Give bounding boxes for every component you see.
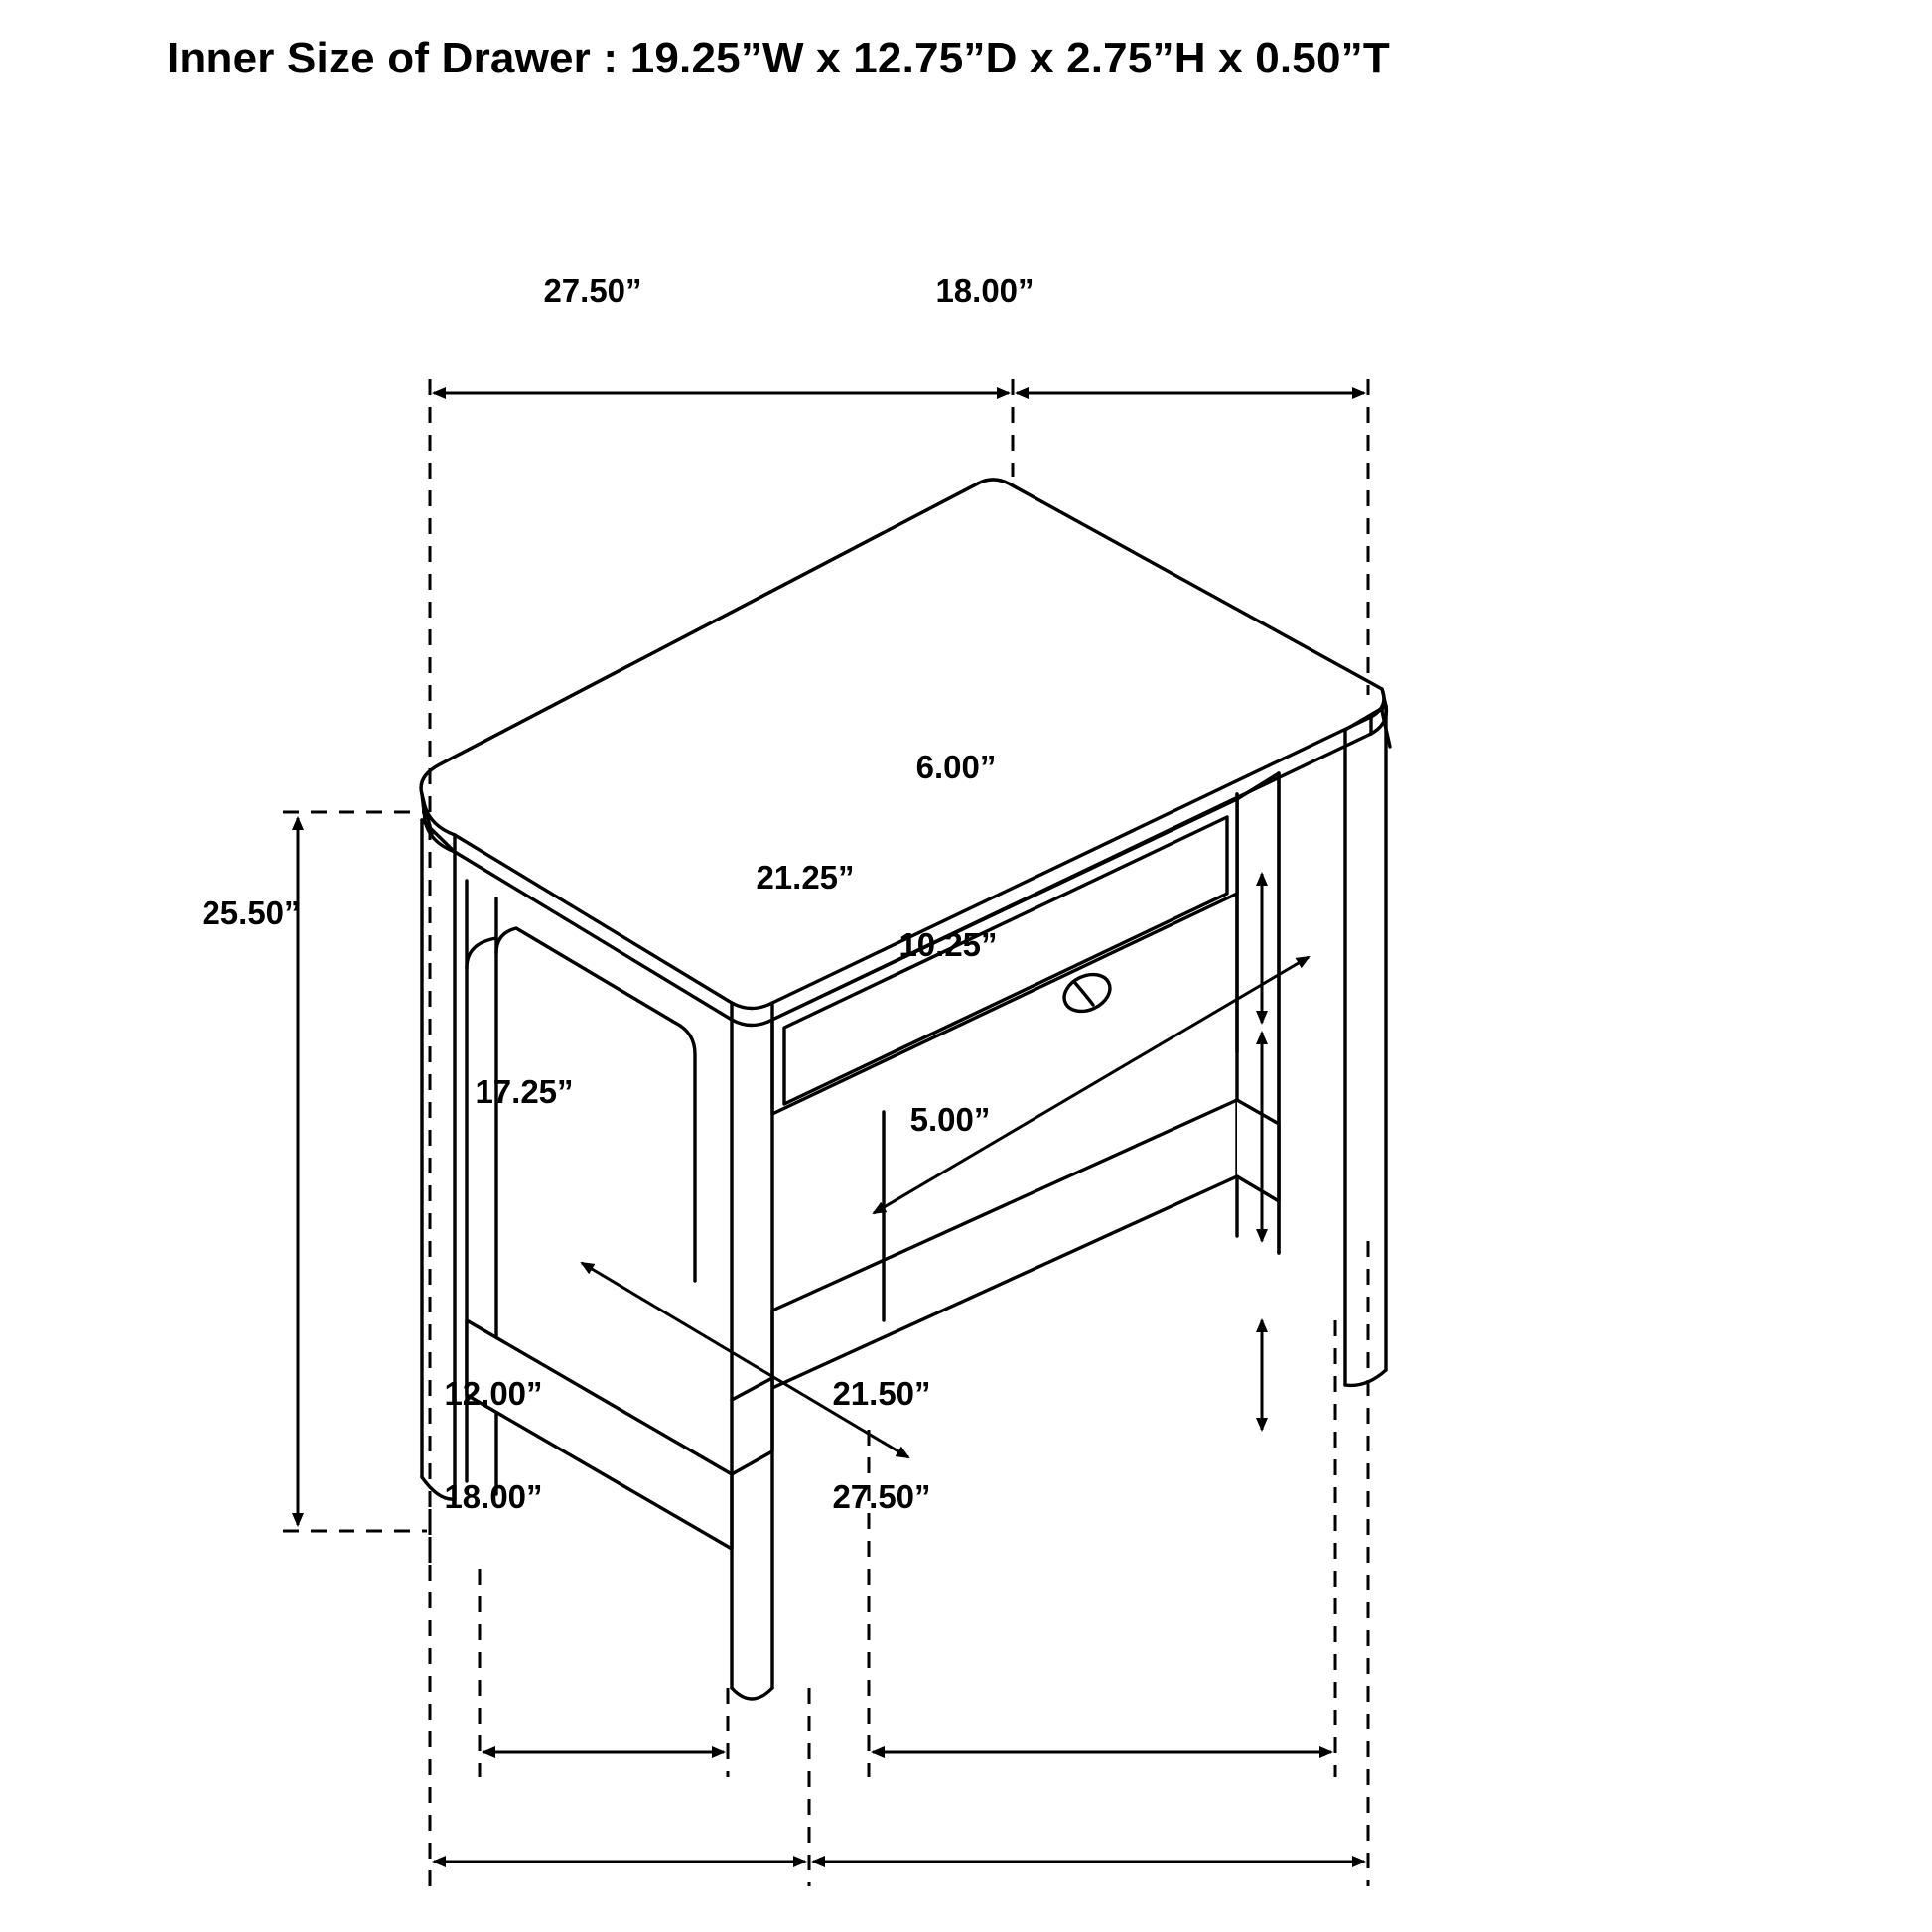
dim-label-top-left-width: 27.50” [543, 272, 642, 309]
dim-label-shelf-depth: 17.25” [475, 1073, 574, 1110]
left-arch-outer [467, 938, 496, 968]
right-shelf-board-side [1237, 1100, 1279, 1201]
dim-label-bottom-left-depth: 12.00” [444, 1375, 543, 1412]
dim-label-bottom-base-width: 27.50” [832, 1478, 931, 1515]
center-leg-foot [732, 1688, 772, 1699]
dim-label-bottom-right-width: 21.50” [832, 1375, 931, 1412]
right-shelf-board [772, 1100, 1237, 1388]
dim-label-base-clearance: 5.00” [909, 1101, 991, 1138]
dim-label-shelf-opening-height: 10.25” [898, 926, 998, 963]
dim-label-drawer-width: 21.25” [756, 859, 855, 896]
dim-label-drawer-front-height: 6.00” [915, 749, 997, 785]
extension-lines-left [283, 812, 427, 1531]
dim-label-top-right-width: 18.00” [935, 272, 1035, 309]
dim-label-overall-height: 25.50” [202, 895, 301, 931]
right-leg-foot [1345, 1370, 1386, 1385]
left-shelf-board-top [732, 1378, 772, 1474]
dim-label-bottom-base-depth: 18.00” [444, 1478, 543, 1515]
page-title: Inner Size of Drawer : 19.25”W x 12.75”D x 2.75”H x 0.50”T [167, 34, 1390, 82]
extension-lines-bottom [430, 1241, 1368, 1886]
